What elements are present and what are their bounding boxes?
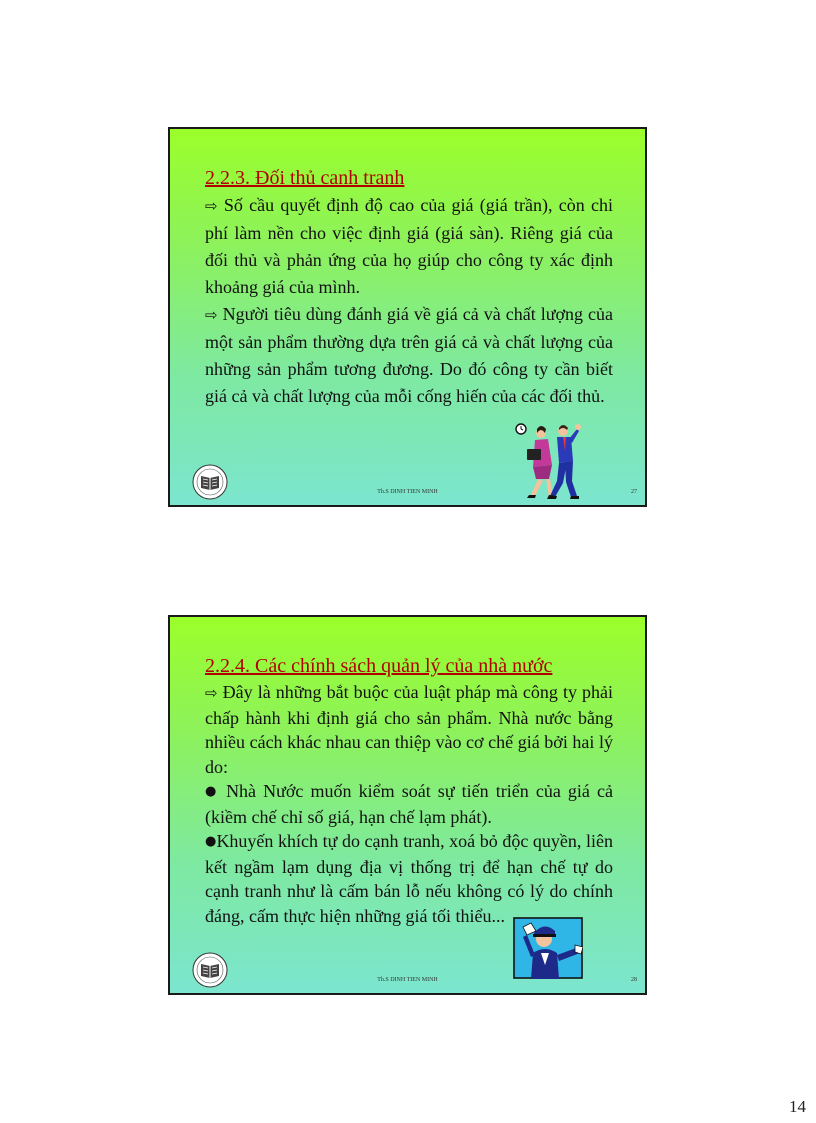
slide-footer: Th.S DINH TIEN MINH: [377, 977, 438, 983]
bullet-item: [205, 829, 613, 928]
slide-number: 27: [631, 489, 637, 495]
arrow-icon: ⇨: [205, 197, 218, 215]
paragraph: [205, 192, 613, 301]
slide-title: 2.2.3. Đối thủ canh tranh: [205, 167, 405, 189]
paragraph-text: Nhà Nước muốn kiểm soát sự tiến triển của giá cả (kiềm chế chỉ số giá, hạn chế lạm phát).: [205, 781, 614, 827]
bullet-icon: ●: [205, 784, 219, 799]
paragraph-text: Số cầu quyết định độ cao của giá (giá trần), còn chi phí làm nền cho việc định giá (giá sàn). Riêng giá của đối thủ và phản ứng của họ giúp cho công ty xác định khoảng giá của mình.: [205, 195, 614, 297]
page-number: 14: [789, 1097, 806, 1116]
slide-27: [168, 127, 647, 507]
bullet-item: [205, 779, 613, 829]
slide-28: [168, 615, 647, 995]
paragraph: [205, 301, 613, 410]
bullet-icon: ●: [205, 834, 217, 849]
slide-content: [205, 165, 613, 410]
arrow-icon: ⇨: [205, 684, 218, 702]
arrow-icon: ⇨: [205, 306, 218, 324]
paragraph-text: Người tiêu dùng đánh giá về giá cả và chất lượng của một sản phẩm thường dựa trên giá cả và chất lượng của những sản phẩm tương đương. Do đó công ty cần biết giá cả và chất lượng của mỗi cống hiến của các đối thủ.: [205, 304, 613, 406]
slide-content: [205, 653, 613, 928]
paragraph: [205, 680, 613, 779]
traffic-police-officer-icon: [513, 917, 583, 979]
slide-number: 28: [631, 977, 637, 983]
slide-footer: Th.S DINH TIEN MINH: [377, 489, 438, 495]
paragraph-text: Đây là những bắt buộc của luật pháp mà công ty phải chấp hành khi định giá cho sản phẩm. Nhà nước bằng nhiều cách khác nhau can thiệp vào cơ chế giá bởi hai lý do:: [205, 682, 614, 777]
slide-title: 2.2.4. Các chính sách quản lý của nhà nước: [205, 655, 553, 677]
paragraph-text: Khuyến khích tự do cạnh tranh, xoá bỏ độc quyền, liên kết ngầm lạm dụng địa vị thống trị để hạn chế tự do cạnh tranh như là cấm bán lỗ nếu không có lý do chính đáng, cấm thực hiện những giá tối thiểu...: [205, 831, 613, 926]
